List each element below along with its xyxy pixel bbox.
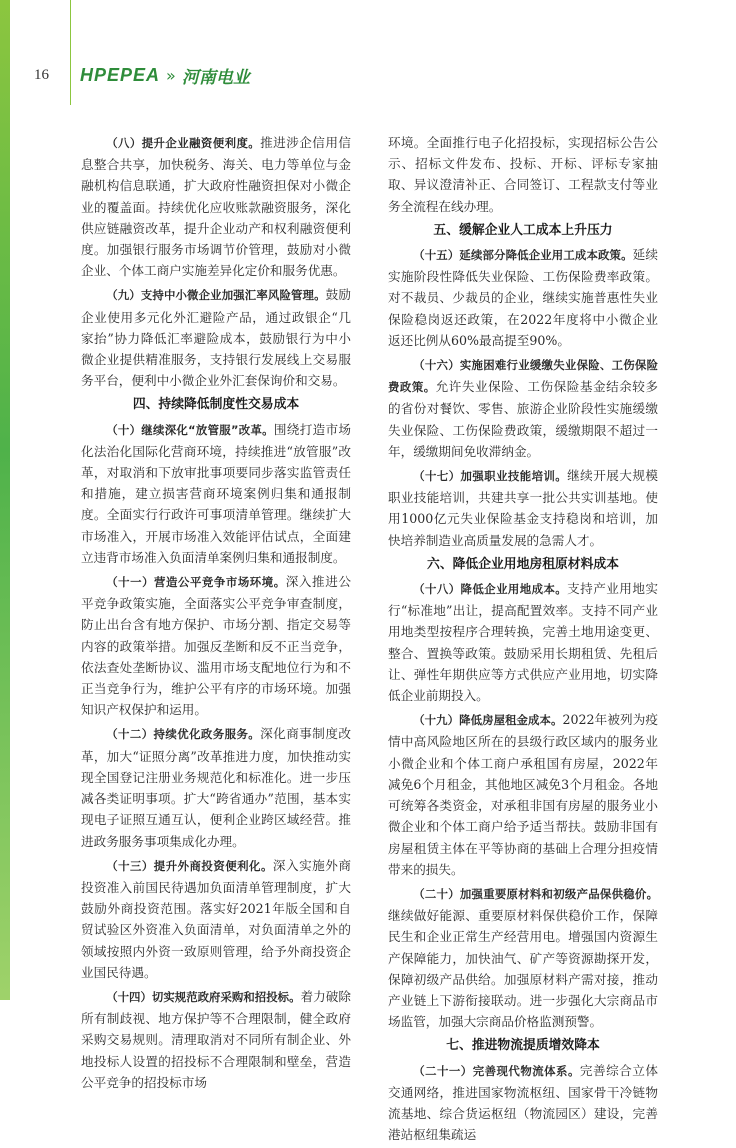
side-color-strip xyxy=(0,0,10,1000)
paragraph-lead: （九）支持中小微企业加强汇率风险管理。 xyxy=(106,288,326,303)
paragraph xyxy=(388,354,658,462)
section-heading: 七、推进物流提质增效降本 xyxy=(446,1038,600,1054)
paragraph xyxy=(81,986,351,1093)
paragraph xyxy=(388,465,658,551)
paragraph-lead: （十）继续深化“放管服”改革。 xyxy=(106,422,274,437)
magazine-title: 河南电业 xyxy=(181,67,250,88)
paragraph-body: 继续开展大规模职业技能培训，共建共享一批公共实训基地。使用1000亿元失业保险基金支持稳岗和培训，加快培养制造业高质量发展的急需人才。 xyxy=(388,468,658,548)
paragraph-body: 着力破除所有制歧视、地方保护等不合理限制，健全政府采购交易规则。清理取消对不同所有制企业、外地投标人设置的招投标不合理限制和壁垒，营造公平竞争的招投标市场 xyxy=(81,988,351,1090)
brand-logo: HPEPEA xyxy=(80,64,161,85)
section-heading: 六、降低企业用地房租原材料成本 xyxy=(427,556,619,572)
paragraph xyxy=(81,855,351,983)
paragraph xyxy=(81,723,351,851)
paragraph xyxy=(388,244,658,351)
paragraph-lead: （十五）延续部分降低企业用工成本政策。 xyxy=(413,248,633,263)
paragraph-body: 允许失业保险、工伤保险基金结余较多的省份对餐饮、零售、旅游企业阶段性实施缓缴失业保险、工伤保险费政策，缓缴期限不超过一年，缓缴期间免收滞纳金。 xyxy=(388,379,658,459)
paragraph-body: 完善综合立体交通网络，推进国家物流枢纽、国家骨干冷链物流基地、综合货运枢纽（物流园区）建设，完善港站枢纽集疏运 xyxy=(388,1062,658,1143)
paragraph xyxy=(388,578,658,706)
right-column xyxy=(388,132,658,1148)
paragraph-body: 深化商事制度改革，加大“证照分离”改革推进力度，加快推动实现全国登记注册业务规范化和标准化。进一步压减各类证明事项。扩大“跨省通办”范围，基本实现电子证照互通互认，便利企业跨区域经营。推进政务服务事项集成化办理。 xyxy=(81,726,351,849)
paragraph xyxy=(81,571,351,720)
left-column xyxy=(81,132,351,1096)
paragraph-body: 2022年被列为疫情中高风险地区所在的县级行政区域内的服务业小微企业和个体工商户承租国有房屋，2022年减免6个月租金，其他地区减免3个月租金。各地可统筹各类资金，对承租非国有房屋的服务业小微企业和个体工商户给予适当帮扶。鼓励非国有房屋租赁主体在平等协商的基础上合理分担疫情带来的损失。 xyxy=(388,712,658,877)
paragraph-body: 继续做好能源、重要原材料保供稳价工作，保障民生和企业正常生产经营用电。增强国内资源生产保障能力，加快油气、矿产等资源勘探开发，保障初级产品供给。加强原材料产需对接，推动产业链上下游衔接联动。进一步强化大宗商品市场监管，加强大宗商品价格监测预警。 xyxy=(388,908,658,1030)
paragraph-lead: （十一）营造公平竞争市场环境。 xyxy=(106,575,286,590)
paragraph-body: 深入推进公平竞争政策实施，全面落实公平竞争审查制度，防止出台含有地方保护、市场分割、指定交易等内容的政策举措。加强反垄断和反不正当竞争，依法查处垄断协议、滥用市场支配地位行为和不正当竞争行为，维护公平有序的市场环境。加强知识产权保护和运用。 xyxy=(81,574,351,718)
paragraph-body: 支持产业用地实行“标准地”出让，提高配置效率。支持不同产业用地类型按程序合理转换，完善土地用途变更、整合、置换等政策。鼓励采用长期租赁、先租后让、弹性年期供应等方式供应产业用地，切实降低企业前期投入。 xyxy=(388,581,658,704)
paragraph-lead: （二十一）完善现代物流体系。 xyxy=(413,1063,580,1078)
paragraph-continuation: 环境。全面推行电子化招投标，实现招标公告公示、招标文件发布、投标、开标、评标专家抽取、异议澄清补正、合同签订、工程款支付等业务全流程在线办理。 xyxy=(388,135,658,214)
page-number: 16 xyxy=(34,66,49,83)
page-header xyxy=(34,60,250,90)
paragraph-lead: （八）提升企业融资便利度。 xyxy=(106,136,261,150)
paragraph-body: 围绕打造市场化法治化国际化营商环境，持续推进“放管服”改革，对取消和下放审批事项要同步落实监管责任和措施，建立损害营商环境案例归集和通报制度。全面实行行政许可事项清单管理。继续扩大市场准入，开展市场准入效能评估试点，全面建立违背市场准入负面清单案例归集和通报制度。 xyxy=(81,421,352,565)
paragraph-lead: （十七）加强职业技能培训。 xyxy=(413,469,568,484)
paragraph xyxy=(388,709,658,880)
paragraph-lead: （二十）加强重要原材料和初级产品保供稳价。 xyxy=(413,886,658,901)
paragraph xyxy=(388,883,658,1032)
paragraph-lead: （十六）实施困难行业缓缴失业保险、工伤保险费政策。 xyxy=(388,358,658,395)
paragraph-lead: （十八）降低企业用地成本。 xyxy=(413,582,568,597)
section-heading: 四、持续降低制度性交易成本 xyxy=(132,397,300,413)
section-heading: 五、缓解企业人工成本上升压力 xyxy=(433,222,613,238)
paragraph xyxy=(81,284,351,391)
paragraph-lead: （十三）提升外商投资便利化。 xyxy=(106,858,273,873)
paragraph-lead: （十四）切实规范政府采购和招投标。 xyxy=(106,989,301,1004)
paragraph-body: 深入实施外商投资准入前国民待遇加负面清单管理制度，扩大鼓励外商投资范围。落实好2021年版全国和自贸试验区外资准入负面清单，对负面清单之外的领域按照内外资一致原则管理，给予外商投资企业国民待遇。 xyxy=(81,857,351,980)
paragraph-lead: （十二）持续优化政务服务。 xyxy=(106,727,261,742)
paragraph-body: 推进涉企信用信息整合共享，加快税务、海关、电力等单位与金融机构信息联通，扩大政府性融资担保对小微企业的覆盖面。持续优化应收账款融资服务，深化供应链融资改革，提升企业动产和权利融资便利度。加强银行服务市场调节价管理，鼓励对小微企业、个体工商户实施差异化定价和服务优惠。 xyxy=(81,135,351,279)
paragraph xyxy=(388,1060,658,1146)
paragraph-body: 鼓励企业使用多元化外汇避险产品，通过政银企“几家抬”协力降低汇率避险成本，鼓励银行为中小微企业提供精准服务，支持银行发展线上交易服务平台，便利中小微企业外汇套保询价和交易。 xyxy=(81,287,351,389)
chevron-separator-icon: » xyxy=(166,65,176,85)
paragraph xyxy=(81,419,351,568)
paragraph xyxy=(81,132,351,281)
paragraph-lead: （十九）降低房屋租金成本。 xyxy=(413,713,563,728)
paragraph-body: 延续实施阶段性降低失业保险、工伤保险费率政策。对不裁员、少裁员的企业，继续实施普惠性失业保险稳岗返还政策，在2022年度将中小微企业返还比例从60%最高提至90%。 xyxy=(388,247,658,348)
